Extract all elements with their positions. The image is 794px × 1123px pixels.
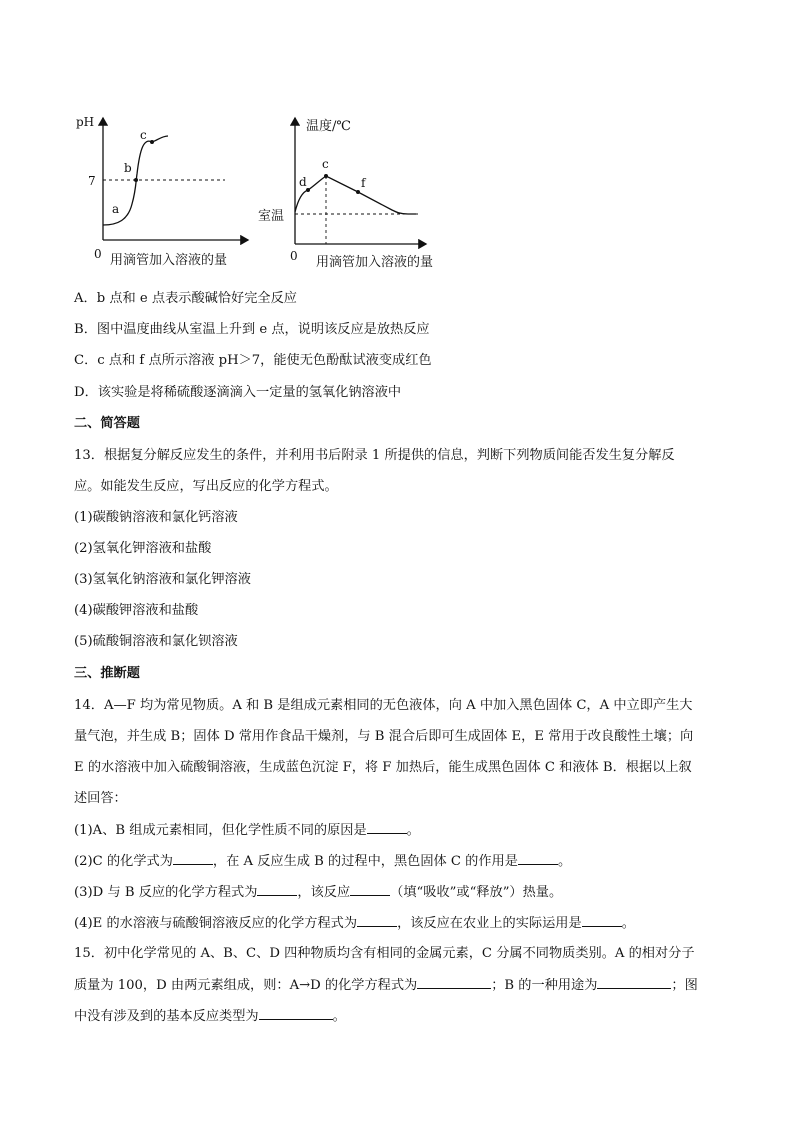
q14-sub-3 xyxy=(74,883,562,902)
q14-sub-3-mid: ，该反应 xyxy=(297,885,351,900)
temp-origin: 0 xyxy=(290,249,298,263)
temp-level-room: 室温 xyxy=(258,209,285,224)
temp-label-c: c xyxy=(322,157,329,171)
q15-line3-end: 。 xyxy=(332,1009,346,1024)
q13-item-4: (4)碳酸钾溶液和盐酸 xyxy=(74,603,199,618)
option-a: A．b 点和 e 点表示酸碱恰好完全反应 xyxy=(74,291,297,306)
q13-item-3: (3)氢氧化钠溶液和氯化钾溶液 xyxy=(74,572,251,587)
q14-text-line3: E 的水溶液中加入硫酸铜溶液，生成蓝色沉淀 F，将 F 加热后，能生成黑色固体 C 和液体 B．根据以上叙 xyxy=(74,760,692,775)
q14-sub-3-text: (3)D 与 B 反应的化学方程式为 xyxy=(74,885,258,900)
q14-text-line1: 14．A—F 均为常见物质。A 和 B 是组成元素相同的无色液体，向 A 中加入黑色固体 C，A 中立即产生大 xyxy=(74,698,693,713)
ph-label-b: b xyxy=(124,161,132,175)
q14-sub-4 xyxy=(74,914,635,933)
answer-blank[interactable] xyxy=(582,914,622,927)
answer-blank[interactable] xyxy=(518,852,558,865)
q14-sub-1 xyxy=(74,821,420,840)
ph-point-c xyxy=(150,140,154,144)
q13-item-5: (5)硫酸铜溶液和氯化钡溶液 xyxy=(74,634,238,649)
q14-sub-2-text: (2)C 的化学式为 xyxy=(74,854,173,869)
temp-chart xyxy=(258,118,433,270)
q15-line3-text: 中没有涉及到的基本反应类型为 xyxy=(74,1009,259,1024)
ph-chart xyxy=(76,115,248,268)
q14-text-line2: 量气泡，并生成 B；固体 D 常用作食品干燥剂，与 B 混合后即可生成固体 E，E 常用于改良酸性土壤；向 xyxy=(74,729,694,744)
section-3-title: 三、推断题 xyxy=(74,666,140,681)
answer-blank[interactable] xyxy=(173,852,213,865)
q14-sub-2-end: 。 xyxy=(557,854,572,869)
q14-sub-1-text: (1)A、B 组成元素相同，但化学性质不同的原因是 xyxy=(74,823,367,838)
temp-axis-label: 温度/℃ xyxy=(306,119,351,134)
q14-sub-4-end: 。 xyxy=(621,916,635,931)
q14-sub-2 xyxy=(74,852,571,871)
option-c: C．c 点和 f 点所示溶液 pH＞7，能使无色酚酞试液变成红色 xyxy=(74,353,432,368)
answer-blank[interactable] xyxy=(367,821,407,834)
answer-blank[interactable] xyxy=(597,976,671,989)
option-d: D．该实验是将稀硫酸逐滴滴入一定量的氢氧化钠溶液中 xyxy=(74,385,402,400)
q14-text-line4: 述回答： xyxy=(74,791,127,806)
ph-label-c: c xyxy=(140,128,147,142)
q13-item-2: (2)氢氧化钾溶液和盐酸 xyxy=(74,541,212,556)
temp-curve xyxy=(295,176,416,214)
q14-sub-2-mid: ，在 A 反应生成 B 的过程中，黑色固体 C 的作用是 xyxy=(212,854,518,869)
q14-sub-4-text: (4)E 的水溶液与硫酸铜溶液反应的化学方程式为 xyxy=(74,916,358,931)
ph-x-label: 用滴管加入溶液的量 xyxy=(110,253,228,268)
answer-blank[interactable] xyxy=(357,914,397,927)
section-2-title: 二、简答题 xyxy=(74,416,140,431)
temp-point-f xyxy=(356,190,360,194)
answer-blank[interactable] xyxy=(259,1007,333,1020)
q15-text-line3 xyxy=(74,1007,346,1026)
q15-line2-end: ；图 xyxy=(671,978,698,993)
answer-blank[interactable] xyxy=(417,976,491,989)
q15-text-line2 xyxy=(74,976,698,995)
temp-point-c xyxy=(324,174,328,178)
q15-line2-mid: ；B 的一种用途为 xyxy=(491,978,598,993)
temp-x-label: 用滴管加入溶液的量 xyxy=(316,255,434,270)
answer-blank[interactable] xyxy=(257,883,297,896)
temp-label-f: f xyxy=(361,176,366,190)
q14-sub-4-mid: ，该反应在农业上的实际运用是 xyxy=(397,916,582,931)
q13-item-1: (1)碳酸钠溶液和氯化钙溶液 xyxy=(74,510,238,525)
q13-text-line1: 13．根据复分解反应发生的条件，并利用书后附录 1 所提供的信息，判断下列物质间能否发生复分解反 xyxy=(74,448,675,463)
ph-point-b xyxy=(134,178,138,182)
q14-sub-3-end: （填“吸收”或“释放”）热量。 xyxy=(390,885,563,900)
q15-line2-text: 质量为 100，D 由两元素组成，则：A→D 的化学方程式为 xyxy=(74,978,418,993)
answer-blank[interactable] xyxy=(350,883,390,896)
q15-text-line1: 15．初中化学常见的 A、B、C、D 四种物质均含有相同的金属元素，C 分属不同物质类别。A 的相对分子 xyxy=(74,946,695,961)
q13-text-line2: 应。如能发生反应，写出反应的化学方程式。 xyxy=(74,479,338,494)
ph-level-7: 7 xyxy=(88,174,96,188)
q14-sub-1-end: 。 xyxy=(406,823,420,838)
figures xyxy=(70,108,470,278)
temp-label-d: d xyxy=(299,175,307,189)
ph-origin: 0 xyxy=(94,247,102,261)
option-b: B．图中温度曲线从室温上升到 e 点，说明该反应是放热反应 xyxy=(74,322,430,337)
ph-label-a: a xyxy=(112,202,120,216)
ph-axis-label: pH xyxy=(76,115,95,129)
